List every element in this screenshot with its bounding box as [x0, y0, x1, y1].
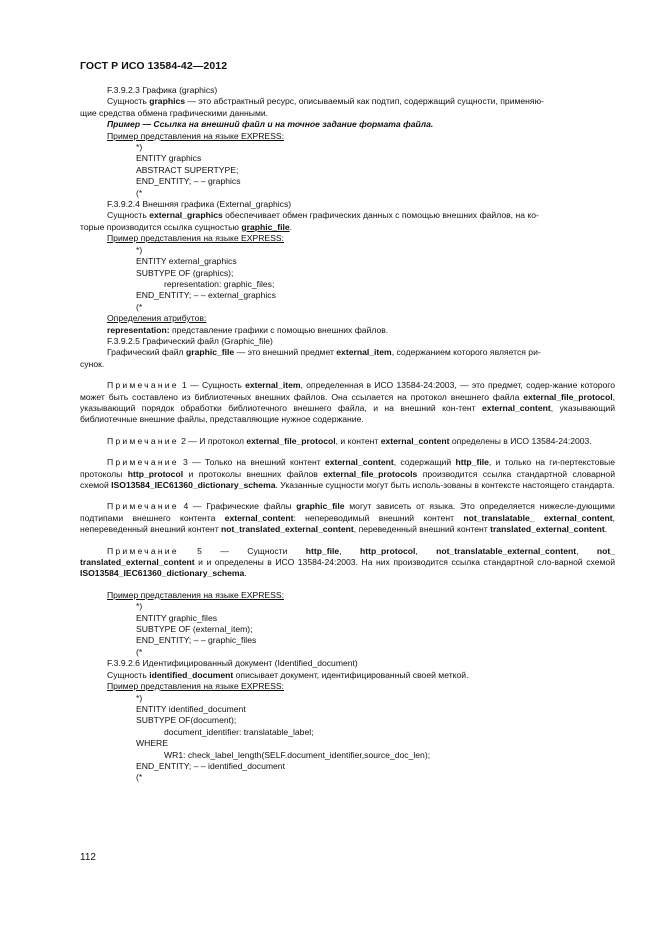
- code-line: ENTITY external_graphics: [136, 256, 237, 267]
- section-heading-external-graphics: F.3.9.2.4 Внешняя графика (External_graphics): [107, 199, 292, 210]
- text: и протоколы внешних файлов: [183, 468, 324, 479]
- code-line: SUBTYPE OF (external_item);: [136, 624, 253, 635]
- code-line: SUBTYPE OF(document);: [136, 715, 237, 726]
- term: translated_external_content: [490, 524, 605, 535]
- term: external_item: [245, 380, 301, 391]
- note-5: [80, 546, 615, 580]
- term-graphic-file: graphic_file: [185, 347, 235, 358]
- text: обеспечивает обмен графических данных с помощью внешних файлов, на ко-: [222, 210, 539, 221]
- term-graphic-file: graphic_file: [241, 221, 290, 232]
- text: , непереведенный внешний контент: [80, 512, 616, 535]
- text: ,: [339, 545, 360, 556]
- note-label: Примечание: [107, 380, 179, 391]
- note-label: Примечание: [107, 501, 179, 512]
- text: , и контент: [335, 435, 381, 446]
- text: 2 — И протокол: [178, 435, 247, 446]
- code-line: *): [136, 142, 143, 153]
- text: производится ссылка стандартной словарной схемой: [80, 468, 616, 490]
- text: Сущность: [107, 210, 150, 221]
- text: : непереводимый внешний контент: [293, 512, 464, 523]
- text: . Указанные сущности могут быть исполь-зованы в контексте настоящего стандарта.: [275, 480, 615, 490]
- paragraph-external-graphics-cont: [80, 222, 615, 233]
- paragraph-identified-document: [107, 670, 615, 681]
- paragraph-graphics: [107, 96, 615, 107]
- text: ,: [415, 545, 437, 556]
- text: .: [289, 221, 293, 232]
- text: описывает документ, идентифицированный своей меткой.: [233, 669, 469, 680]
- code-line: *): [136, 601, 143, 612]
- text: , содержанием которого является ри-: [391, 347, 541, 358]
- paragraph-graphic-file: [107, 347, 615, 358]
- text: , и только на ги-пертекстовые протоколы: [80, 457, 616, 479]
- attribute-description: представление графики с помощью внешних файлов.: [169, 324, 389, 335]
- page-number: 112: [80, 852, 96, 863]
- text: Сущность: [107, 669, 150, 680]
- text: 5 — Сущности: [178, 545, 306, 556]
- term-external-item: external_item: [336, 347, 392, 358]
- term: external_content: [380, 435, 450, 446]
- note-2: [80, 436, 615, 447]
- term: ISO13584_IEC61360_dictionary_schema: [111, 480, 276, 490]
- term: not_ translated_external_content: [80, 545, 616, 568]
- code-line: END_ENTITY; – – graphics: [136, 176, 241, 187]
- text: 3 — Только на внешний контент: [178, 457, 325, 468]
- term: http_file: [455, 457, 489, 468]
- term: not_translatable_external_content: [436, 545, 577, 556]
- code-line: (*: [136, 646, 143, 657]
- code-line: *): [136, 244, 143, 255]
- term: ISO13584_IEC61360_dictionary_schema: [80, 568, 245, 579]
- code-line: (*: [136, 301, 143, 312]
- section-heading-identified-document: F.3.9.2.6 Идентифицированный документ (Identified_document): [107, 658, 358, 669]
- text: 1 — Сущность: [178, 380, 246, 391]
- term: http_file: [305, 545, 340, 556]
- term: external_content: [324, 457, 394, 468]
- term-identified-document: identified_document: [149, 669, 234, 680]
- code-line: ABSTRACT SUPERTYPE;: [136, 164, 239, 175]
- attribute-definition: [107, 325, 615, 336]
- code-line: document_identifier: translatable_label;: [164, 726, 314, 737]
- text: , указывающий библиотечные внешние файлы, представляющие нужное содержание.: [80, 402, 615, 425]
- text: могут зависеть от языка. Это определяется нижесле-дующими подтипами внешнего контента: [80, 501, 615, 523]
- attributes-label: Определения атрибутов:: [107, 313, 207, 324]
- term: graphic_file: [296, 501, 345, 512]
- text: — это внешний предмет: [234, 347, 337, 358]
- term: external_content: [482, 402, 551, 413]
- text: торые производится ссылка сущностью: [80, 221, 242, 232]
- express-label: Пример представления на языке EXPRESS:: [107, 233, 285, 244]
- example-heading: Пример — Ссылка на внешний файл и на точное задание формата файла.: [107, 119, 434, 130]
- note-4: [80, 501, 615, 535]
- code-line: representation: graphic_files;: [164, 278, 275, 289]
- page-body: [80, 85, 616, 784]
- note-label: Примечание: [107, 435, 179, 446]
- code-line: ENTITY graphics: [136, 153, 202, 164]
- text: ,: [576, 545, 597, 556]
- code-line: (*: [136, 187, 143, 198]
- term: external_file_protocol: [246, 435, 336, 446]
- text: , указывающий порядок обработки библиотечного внешнего файла, и на внешний кон-тент: [80, 391, 615, 413]
- code-line: END_ENTITY; – – identified_document: [136, 760, 285, 771]
- text: определены в ИСО 13584-24:2003.: [449, 435, 592, 446]
- code-line: ENTITY identified_document: [136, 703, 246, 714]
- code-line: ENTITY graphic_files: [136, 612, 218, 623]
- paragraph-graphic-file-cont: сунок.: [80, 358, 105, 369]
- code-line: WR1: check_label_length(SELF.document_identifier,source_doc_len);: [164, 749, 431, 760]
- text: Графический файл: [107, 347, 186, 358]
- code-line: WHERE: [136, 738, 168, 749]
- text: , переведенный внешний контент: [353, 524, 491, 535]
- text: .: [604, 524, 608, 535]
- code-line: SUBTYPE OF (graphics);: [136, 267, 234, 278]
- express-label: Пример представления на языке EXPRESS:: [107, 681, 285, 692]
- text: Сущность: [107, 96, 150, 107]
- paragraph-graphics-cont: щие средства обмена графическими данными.: [80, 107, 269, 118]
- code-line: (*: [136, 772, 143, 783]
- note-label: Примечание: [107, 545, 179, 556]
- term: http_protocol: [127, 468, 184, 479]
- text: — это абстрактный ресурс, описываемый как подтип, содержащий сущности, применяю-: [185, 96, 544, 107]
- term: external_content: [224, 512, 294, 523]
- term-graphics: graphics: [149, 96, 186, 107]
- code-line: *): [136, 692, 143, 703]
- section-heading-graphic-file: F.3.9.2.5 Графический файл (Graphic_file): [107, 335, 273, 346]
- attribute-name: representation:: [107, 324, 170, 335]
- text: .: [244, 568, 247, 579]
- term: http_protocol: [360, 545, 416, 556]
- paragraph-external-graphics: [107, 210, 615, 221]
- section-heading-graphics: F.3.9.2.3 Графика (graphics): [107, 85, 218, 95]
- text: , определенная в ИСО 13584-24:2003, — это предмет, содер-жание которого может быть составлено из библиотечных внешних файлов. Она ссылается на протокол внешнего файла: [80, 380, 616, 402]
- text: 4 — Графические файлы: [178, 501, 297, 512]
- note-3: [80, 457, 615, 491]
- text: , содержащий: [393, 457, 456, 468]
- term-external-graphics: external_graphics: [149, 210, 223, 221]
- term: external_file_protocols: [323, 468, 418, 479]
- note-label: Примечание: [107, 457, 179, 468]
- page-header-title: ГОСТ Р ИСО 13584-42—2012: [80, 60, 228, 72]
- code-line: END_ENTITY; – – external_graphics: [136, 290, 276, 301]
- term: not_translated_external_content: [221, 524, 354, 535]
- term: not_translatable_ external_content: [463, 512, 613, 523]
- term: external_file_protocol: [523, 391, 613, 402]
- code-line: END_ENTITY; – – graphic_files: [136, 635, 257, 646]
- express-label: Пример представления на языке EXPRESS:: [107, 130, 285, 141]
- note-1: [80, 380, 615, 426]
- express-label: Пример представления на языке EXPRESS:: [107, 589, 285, 600]
- text: и и определены в ИСО 13584-24:2003. На них производится ссылка стандартной сло-варной схемой: [194, 557, 615, 568]
